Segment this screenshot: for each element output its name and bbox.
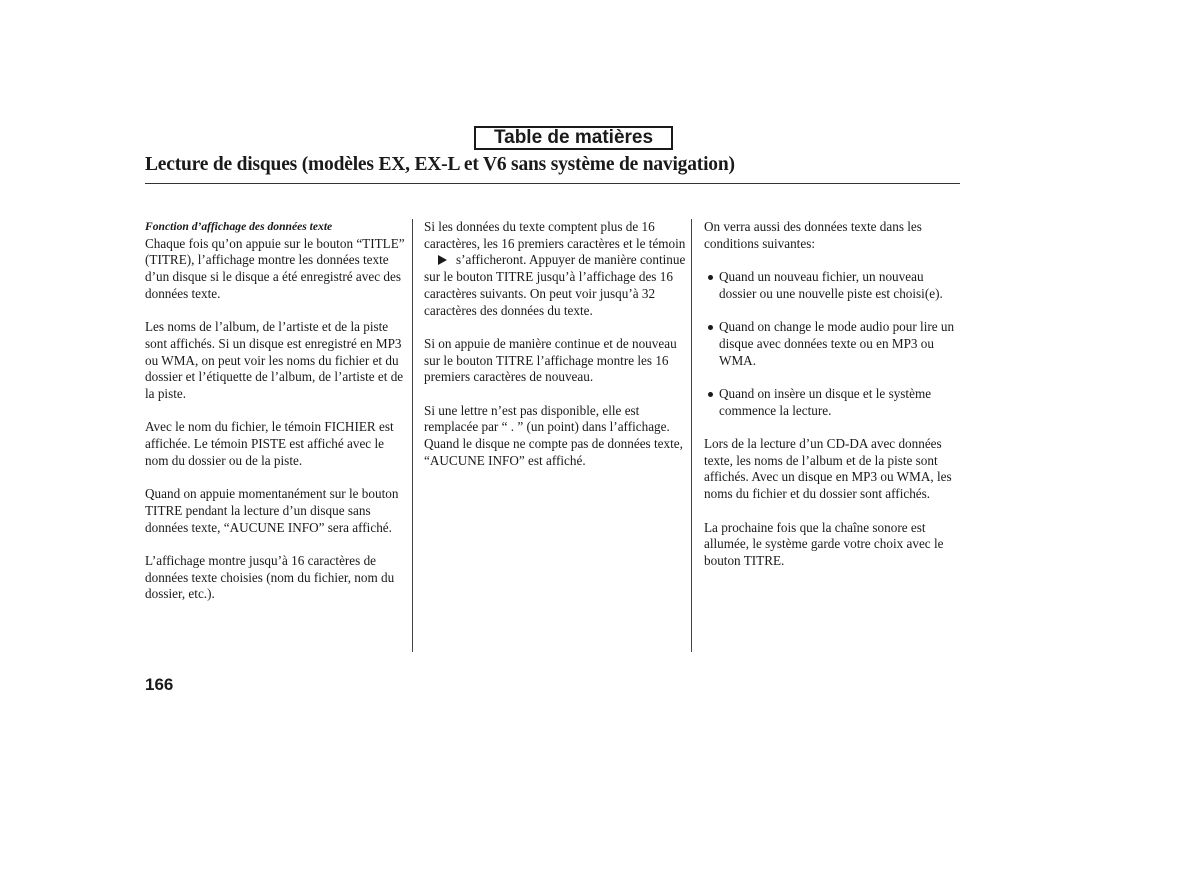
- page-title: Lecture de disques (modèles EX, EX-L et V6 sans système de navigation): [145, 154, 735, 175]
- bullet-icon: [708, 275, 713, 280]
- text-column-1: [145, 219, 407, 620]
- paragraph: Avec le nom du fichier, le témoin FICHIER est affichée. Le témoin PISTE est affiché avec le nom du dossier ou de la piste.: [145, 419, 394, 468]
- table-of-contents-button[interactable]: Table de matières: [474, 126, 673, 150]
- column-divider: [691, 219, 692, 652]
- paragraph: Quand on appuie momentanément sur le bouton TITRE pendant la lecture d’un disque sans données texte, “AUCUNE INFO” sera affiché.: [145, 486, 399, 535]
- play-indicator-icon: [438, 255, 447, 265]
- text-column-3: [704, 219, 962, 586]
- bullet-icon: [708, 325, 713, 330]
- list-item-text: Quand un nouveau fichier, un nouveau dossier ou une nouvelle piste est choisi(e).: [719, 269, 943, 301]
- paragraph: Lors de la lecture d’un CD-DA avec données texte, les noms de l’album et de la piste sont affichés. Avec un disque en MP3 ou WMA, les noms du fichier et du dossier sont affichés.: [704, 436, 952, 502]
- title-divider: [145, 183, 960, 184]
- list-item-text: Quand on insère un disque et le système commence la lecture.: [719, 385, 932, 418]
- paragraph: La prochaine fois que la chaîne sonore est allumée, le système garde votre choix avec le bouton TITRE.: [704, 519, 944, 568]
- list-item: [704, 269, 962, 302]
- paragraph-text: Si les données du texte comptent plus de 16 caractères, les 16 premiers caractères et le témoin: [424, 219, 686, 251]
- list-item-text: Quand on change le mode audio pour lire un disque avec données texte ou en MP3 ou WMA.: [719, 319, 955, 368]
- list-item: [704, 386, 962, 419]
- paragraph: Les noms de l’album, de l’artiste et de la piste sont affichés. Si un disque est enregistré en MP3 ou WMA, on peut voir les noms du fichier et du dossier et l’étiquette de l’album, de l’artiste et de la piste.: [145, 319, 404, 402]
- bullet-icon: [708, 392, 713, 397]
- paragraph: Si une lettre n’est pas disponible, elle est remplacée par “ . ” (un point) dans l’affichage. Quand le disque ne compte pas de données texte, “AUCUNE INFO” est affiché.: [424, 402, 683, 468]
- paragraph-text: Chaque fois qu’on appuie sur le bouton “TITLE” (TITRE), l’affichage montre les données texte d’un disque si le disque a été enregistré avec des données texte.: [145, 235, 405, 301]
- paragraph: On verra aussi des données texte dans les conditions suivantes:: [704, 219, 922, 251]
- text-column-2: [424, 219, 686, 486]
- paragraph: [424, 219, 686, 319]
- page-number: 166: [145, 675, 174, 694]
- paragraph-text: s’afficheront. Appuyer de manière continue sur le bouton TITRE jusqu’à l’affichage des 16 caractères suivants. On peut voir jusqu’à 32 caractères des données du texte.: [424, 252, 686, 318]
- section-subheading: Fonction d’affichage des données texte: [145, 220, 333, 233]
- paragraph: L’affichage montre jusqu’à 16 caractères de données texte choisies (nom du fichier, nom du dossier, etc.).: [145, 553, 395, 602]
- paragraph: [145, 219, 407, 303]
- paragraph: Si on appuie de manière continue et de nouveau sur le bouton TITRE l’affichage montre les 16 premiers caractères de nouveau.: [424, 335, 677, 385]
- column-divider: [412, 219, 413, 652]
- conditions-list: [704, 269, 962, 419]
- list-item: [704, 319, 962, 369]
